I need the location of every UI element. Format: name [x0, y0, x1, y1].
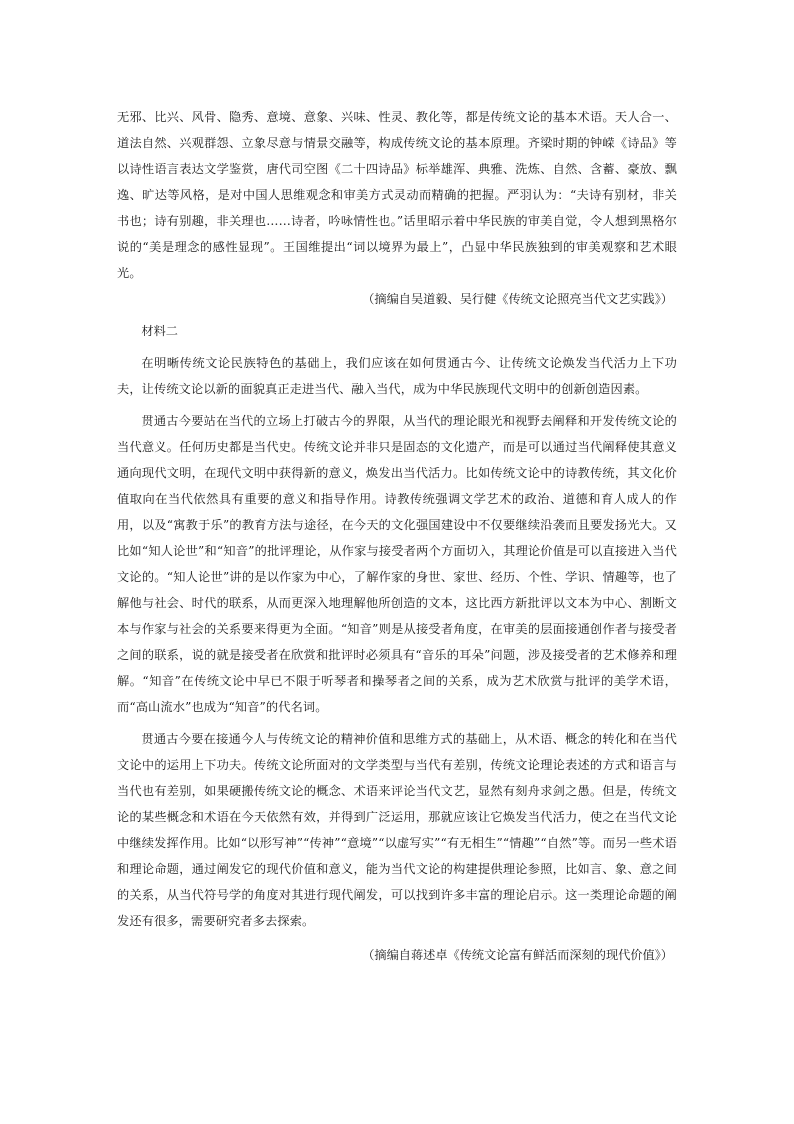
- material-two-paragraph-2: 贯通古今要站在当代的立场上打破古今的界限，从当代的理论眼光和视野去阐释和开发传统文论的当代意义。任何历史都是当代史。传统文论并非只是固态的文化遗产，而是可以通过当代阐释使其意义通向现代文明，在现代文明中获得新的意义，焕发出当代活力。比如传统文论中的诗教传统，其文化价值取向在当代依然具有重要的意义和指导作用。诗教传统强调文学艺术的政治、道德和育人成人的作用，以及“寓教于乐”的教育方法与途径，在今天的文化强国建设中不仅要继续沿袭而且要发扬光大。又比如“知人论世”和“知音”的批评理论，从作家与接受者两个方面切入，其理论价值是可以直接进入当代文论的。“知人论世”讲的是以作家为中心，了解作家的身世、家世、经历、个性、学识、情趣等，也了解他与社会、时代的联系，从而更深入地理解他所创造的文本，这比西方新批评以文本为中心、割断文本与作家与社会的关系要来得更为全面。“知音”则是从接受者角度，在审美的层面接通创作者与接受者之间的联系，说的就是接受者在欣赏和批评时必须具有“音乐的耳朵”问题，涉及接受者的艺术修养和理解。“知音”在传统文论中早已不限于听琴者和操琴者之间的关系，成为艺术欣赏与批评的美学术语，而“高山流水”也成为“知音”的代名词。: [117, 414, 677, 714]
- material-one-paragraph: 无邪、比兴、风骨、隐秀、意境、意象、兴味、性灵、教化等，都是传统文论的基本术语。天人合一、道法自然、兴观群怨、立象尽意与情景交融等，构成传统文论的基本原理。齐梁时期的钟嵘《诗品》等以诗性语言表达文学鉴赏，唐代司空图《二十四诗品》标举雄浑、典雅、洗炼、自然、含蓄、豪放、飘逸、旷达等风格，是对中国人思维观念和审美方式灵动而精确的把握。严羽认为：“夫诗有别材，非关书也；诗有别趣，非关理也……诗者，吟咏情性也。”话里昭示着中华民族的审美自觉，令人想到黑格尔说的“美是理念的感性显现”。王国维提出“词以境界为最上”，凸显中华民族独到的审美观察和艺术眼光。: [117, 110, 677, 280]
- material-two-paragraph-1: 在明晰传统文论民族特色的基础上，我们应该在如何贯通古今、让传统文论焕发当代活力上下功夫，让传统文论以新的面貌真正走进当代、融入当代，成为中华民族现代文明中的创新创造因素。: [117, 356, 677, 396]
- material-two-source: （摘编自蒋述卓《传统文论富有鲜活而深刻的现代价值》）: [362, 948, 673, 962]
- material-two-heading: 材料二: [141, 324, 178, 338]
- document-page: [117, 104, 677, 968]
- material-one-source: （摘编自吴道毅、吴行健《传统文论照亮当代文艺实践》）: [362, 292, 673, 306]
- material-two-paragraph-3: 贯通古今要在接通今人与传统文论的精神价值和思维方式的基础上，从术语、概念的转化和在当代文论中的运用上下功夫。传统文论所面对的文学类型与当代有差别，传统文论理论表述的方式和语言与当代也有差别，如果硬搬传统文论的概念、术语来评论当代文艺，显然有刻舟求剑之愚。但是，传统文论的某些概念和术语在今天依然有效，并得到广泛运用，那就应该让它焕发当代活力，使之在当代文论中继续发挥作用。比如“以形写神”“传神”“意境”“以虚写实”“有无相生”“情趣”“自然”等。而另一些术语和理论命题，通过阐发它的现代价值和意义，能为当代文论的构建提供理论参照，比如言、象、意之间的关系，从当代符号学的角度对其进行现代阐发，可以找到许多丰富的理论启示。这一类理论命题的阐发还有很多，需要研究者多去探索。: [117, 732, 677, 928]
